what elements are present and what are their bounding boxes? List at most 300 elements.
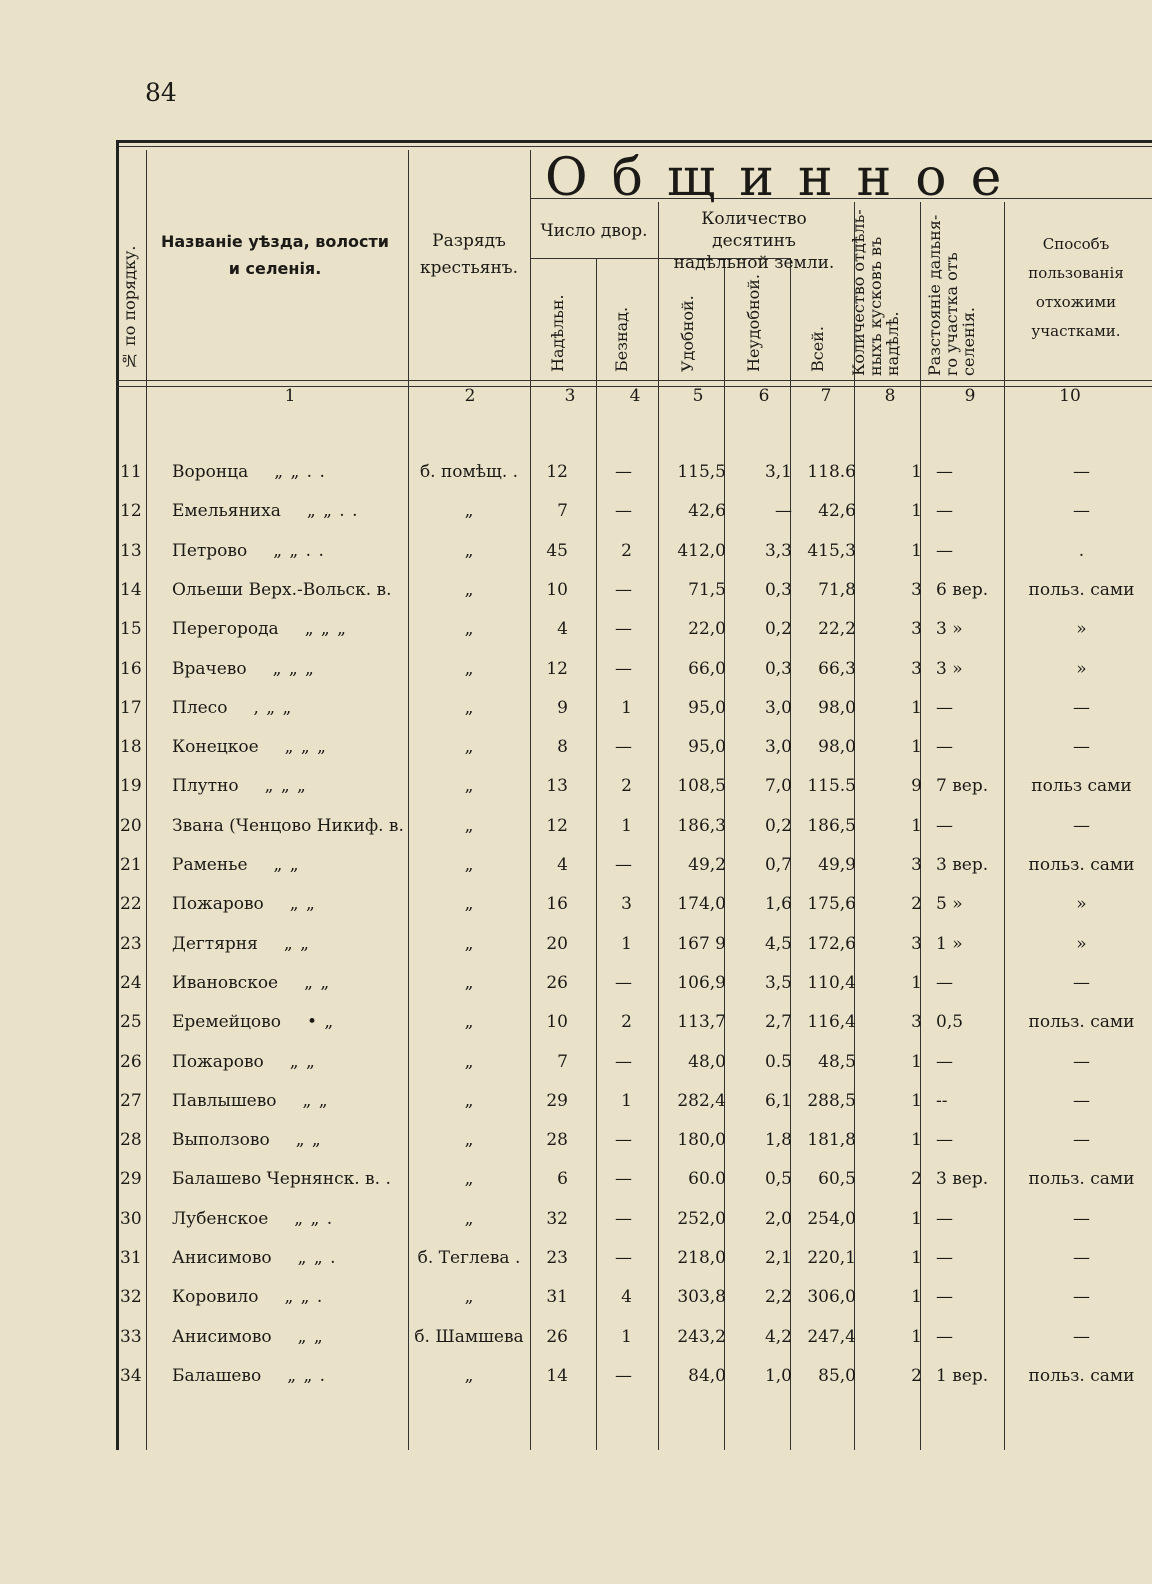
ditto-marks: „ „ . — [294, 1208, 334, 1229]
non-arable-land: 0.5 — [764, 1051, 792, 1072]
arable-land: 95,0 — [688, 697, 726, 718]
usage-method: — — [1073, 737, 1090, 758]
village-name-text: Лубенское — [172, 1208, 269, 1229]
distance: 5 » — [936, 894, 963, 915]
non-arable-land: 2,1 — [764, 1248, 792, 1268]
peasant-class: „ — [464, 933, 474, 954]
arable-land: 412,0 — [677, 540, 726, 561]
plots-count: 1 — [911, 1051, 922, 1072]
landless-yards: 2 — [621, 540, 632, 561]
group-header-land-line2: надѣльной земли. — [673, 253, 835, 273]
village-name-text: Воронца — [172, 462, 249, 482]
column-number-8: 8 — [884, 386, 896, 406]
table-row — [116, 934, 1152, 964]
ditto-marks: „ „ — [297, 1326, 324, 1347]
allotted-yards: 29 — [546, 1090, 568, 1111]
total-land: 254,0 — [807, 1208, 856, 1229]
usage-method: — — [1073, 1248, 1090, 1268]
arable-land: 22,0 — [688, 619, 726, 640]
landless-yards: — — [615, 1169, 632, 1190]
allotted-yards: 13 — [546, 776, 568, 797]
non-arable-land: 0,3 — [764, 658, 792, 679]
total-land: 116,4 — [807, 1012, 856, 1033]
ditto-marks: „ „ — [283, 933, 310, 954]
landless-yards: — — [615, 855, 632, 875]
landless-yards: — — [615, 972, 632, 993]
plots-count: 3 — [911, 855, 922, 875]
landless-yards: 1 — [621, 697, 632, 718]
col-header-total: Всей. — [808, 326, 827, 372]
col-header-name — [150, 228, 400, 282]
peasant-class: „ — [464, 619, 474, 640]
table-row — [116, 698, 1152, 728]
table-row — [116, 1130, 1152, 1160]
village-name — [172, 737, 327, 757]
village-name-text: Балашево — [172, 1365, 262, 1386]
landless-yards: — — [615, 1208, 632, 1229]
allotted-yards: 4 — [557, 619, 568, 640]
table-row — [116, 659, 1152, 689]
village-name — [172, 1327, 324, 1347]
allotted-yards: 31 — [546, 1287, 568, 1308]
plots-count: 9 — [911, 776, 922, 797]
arable-land: 303,8 — [677, 1287, 726, 1308]
distance: — — [936, 1051, 953, 1072]
ditto-marks: „ „ . . — [274, 462, 326, 482]
col-header-distance-line3: селенія. — [959, 306, 978, 376]
row-number: 12 — [120, 501, 142, 522]
ditto-marks: • „ — [306, 1012, 335, 1033]
total-land: 175,6 — [807, 894, 856, 915]
total-land: 247,4 — [807, 1326, 856, 1347]
village-name-text: Конецкое — [172, 737, 259, 758]
village-name-text: Анисимово — [172, 1326, 272, 1347]
ditto-marks: „ „ „ — [304, 619, 347, 640]
total-land: 98,0 — [818, 697, 856, 718]
village-name-text: Плесо — [172, 697, 228, 718]
village-name-text: Выползово — [172, 1130, 270, 1151]
peasant-class: „ — [464, 1208, 474, 1229]
peasant-class: „ — [464, 697, 474, 718]
allotted-yards: 45 — [546, 540, 568, 561]
group-header-yards: Число двор. — [540, 221, 648, 241]
col-header-arable: Удобной. — [678, 295, 697, 372]
landless-yards: 1 — [621, 1090, 632, 1111]
row-number: 33 — [120, 1326, 142, 1347]
table-row — [116, 462, 1152, 492]
arable-land: 180,0 — [677, 1130, 726, 1151]
plots-count: 1 — [911, 737, 922, 758]
non-arable-land: 2,2 — [764, 1287, 792, 1308]
village-name — [172, 1169, 417, 1189]
village-name — [172, 894, 316, 914]
allotted-yards: 26 — [546, 1326, 568, 1347]
peasant-class: „ — [464, 1169, 474, 1190]
plots-count: 3 — [911, 1012, 922, 1033]
usage-method: — — [1073, 1130, 1090, 1151]
peasant-class: „ — [464, 1090, 474, 1111]
row-number: 20 — [120, 815, 142, 836]
col-header-name-line1: Названіе уѣзда, волости — [160, 232, 390, 251]
peasant-class: „ — [464, 501, 474, 522]
total-land: 415,3 — [807, 540, 856, 561]
village-name-text: Пожарово — [172, 1051, 264, 1072]
non-arable-land: 1,6 — [764, 894, 792, 915]
allotted-yards: 7 — [557, 501, 568, 522]
plots-count: 3 — [911, 933, 922, 954]
village-name — [172, 580, 417, 600]
total-land: 71,8 — [818, 579, 856, 600]
village-name — [172, 934, 310, 954]
row-number: 25 — [120, 1012, 142, 1033]
row-number: 22 — [120, 894, 142, 915]
col-header-usage-line3: отхожими — [1035, 293, 1117, 311]
column-number-1: 1 — [284, 386, 296, 406]
arable-land: 108,5 — [677, 776, 726, 797]
table-row — [116, 541, 1152, 571]
landless-yards: — — [615, 462, 632, 482]
ditto-marks: „ „ — [302, 1090, 329, 1111]
distance: — — [936, 501, 953, 522]
landless-yards: — — [615, 501, 632, 522]
usage-method: польз. сами — [1028, 1169, 1135, 1190]
row-number: 24 — [120, 972, 142, 993]
row-number: 23 — [120, 933, 142, 954]
village-name — [172, 1366, 326, 1386]
allotted-yards: 4 — [557, 855, 568, 875]
village-name-text: Павлышево — [172, 1090, 277, 1111]
village-name — [172, 776, 307, 796]
peasant-class: „ — [464, 815, 474, 836]
distance: — — [936, 972, 953, 993]
village-name — [172, 659, 315, 679]
row-number: 32 — [120, 1287, 142, 1308]
plots-count: 1 — [911, 1248, 922, 1268]
landless-yards: 1 — [621, 815, 632, 836]
total-land: 22,2 — [818, 619, 856, 640]
page-number: 84 — [145, 78, 177, 107]
distance: -- — [936, 1090, 948, 1111]
landless-yards: — — [615, 619, 632, 640]
header-bottom-rule — [116, 380, 1152, 381]
non-arable-land: 0,5 — [764, 1169, 792, 1190]
allotted-yards: 16 — [546, 894, 568, 915]
landless-yards: — — [615, 1051, 632, 1072]
distance: — — [936, 1326, 953, 1347]
table-row — [116, 619, 1152, 649]
row-number: 27 — [120, 1090, 142, 1111]
usage-method: — — [1073, 501, 1090, 522]
usage-method: польз. сами — [1028, 855, 1135, 875]
total-land: 186,5 — [807, 815, 856, 836]
arable-land: 282,4 — [677, 1090, 726, 1111]
row-number: 30 — [120, 1208, 142, 1229]
allotted-yards: 9 — [557, 697, 568, 718]
landless-yards: 2 — [621, 1012, 632, 1033]
non-arable-land: 3,1 — [764, 462, 792, 482]
village-name-text: Раменье — [172, 855, 248, 875]
usage-method: — — [1073, 697, 1090, 718]
row-number: 29 — [120, 1169, 142, 1190]
total-land: 98,0 — [818, 737, 856, 758]
ditto-marks: , „ „ — [253, 697, 293, 718]
plots-count: 1 — [911, 540, 922, 561]
col-header-plots-line1: Количество отдѣль- — [849, 209, 868, 376]
arable-land: 167 9 — [677, 933, 726, 954]
table-row — [116, 894, 1152, 924]
distance: — — [936, 540, 953, 561]
row-number: 15 — [120, 619, 142, 640]
table-row — [116, 1366, 1152, 1396]
table-row — [116, 1287, 1152, 1317]
column-number-6: 6 — [758, 386, 770, 406]
ditto-marks: „ „ „ — [272, 658, 315, 679]
village-name — [172, 1130, 322, 1150]
table-row — [116, 1012, 1152, 1042]
ditto-marks: „ „ — [289, 894, 316, 915]
allotted-yards: 23 — [546, 1248, 568, 1268]
total-land: 288,5 — [807, 1090, 856, 1111]
arable-land: 115,5 — [677, 462, 726, 482]
ditto-marks: „ „ . . — [273, 540, 325, 561]
landless-yards: — — [615, 1248, 632, 1268]
village-name — [172, 541, 325, 561]
total-land: 110,4 — [807, 972, 856, 993]
allotted-yards: 6 — [557, 1169, 568, 1190]
ditto-marks: „ „ — [295, 1130, 322, 1151]
top-rule — [116, 140, 1152, 143]
non-arable-land: 0,3 — [764, 579, 792, 600]
allotted-yards: 26 — [546, 972, 568, 993]
peasant-class: „ — [464, 1365, 474, 1386]
non-arable-land: 0,2 — [764, 815, 792, 836]
village-name — [172, 462, 326, 482]
peasant-class: „ — [464, 1051, 474, 1072]
distance: 3 » — [936, 619, 963, 640]
table-row — [116, 855, 1152, 885]
column-number-3: 3 — [564, 386, 576, 406]
total-land: 42,6 — [818, 501, 856, 522]
arable-land: 42,6 — [688, 501, 726, 522]
peasant-class: „ — [464, 579, 474, 600]
col-header-distance — [926, 208, 977, 376]
plots-count: 1 — [911, 1326, 922, 1347]
allotted-yards: 20 — [546, 933, 568, 954]
village-name-text: Дегтярня — [172, 933, 258, 954]
col-header-plots-count — [850, 200, 901, 376]
usage-method: — — [1073, 1208, 1090, 1229]
total-land: 220,1 — [807, 1248, 856, 1268]
col-header-allotted: Надѣльн. — [548, 294, 567, 372]
landless-yards: — — [615, 1365, 632, 1386]
column-number-9: 9 — [964, 386, 976, 406]
village-name — [172, 1052, 316, 1072]
peasant-class: „ — [464, 1012, 474, 1033]
non-arable-land: 2,7 — [764, 1012, 792, 1033]
village-name-text: Звана (Ченцово Никиф. в. — [172, 815, 404, 836]
village-name-text: Анисимово — [172, 1248, 272, 1268]
non-arable-land: 0,2 — [764, 619, 792, 640]
usage-method: . — [1078, 540, 1085, 561]
allotted-yards: 8 — [557, 737, 568, 758]
col-header-landless: Безнад. — [612, 306, 631, 372]
village-name-text: Пожарово — [172, 894, 264, 915]
usage-method: польз. сами — [1028, 1012, 1135, 1033]
non-arable-land: 1,8 — [764, 1130, 792, 1151]
table-row — [116, 1248, 1152, 1278]
group-header-land-line1: Количество десятинъ — [701, 209, 807, 251]
plots-count: 1 — [911, 1130, 922, 1151]
village-name — [172, 1287, 323, 1307]
non-arable-land: 2,0 — [764, 1208, 792, 1229]
col-header-plots-line2: ныхъ кусковъ въ — [866, 236, 885, 376]
plots-count: 2 — [911, 1365, 922, 1386]
peasant-class: „ — [464, 1130, 474, 1151]
row-number: 26 — [120, 1051, 142, 1072]
non-arable-land: 4,5 — [764, 933, 792, 954]
ditto-marks: „ „ „ — [264, 776, 307, 797]
arable-land: 218,0 — [677, 1248, 726, 1268]
landless-yards: — — [615, 579, 632, 600]
allotted-yards: 28 — [546, 1130, 568, 1151]
distance: 3 » — [936, 658, 963, 679]
village-name-text: Емельяниха — [172, 501, 281, 522]
col-header-usage — [1008, 230, 1144, 346]
peasant-class: б. Шамшева — [414, 1326, 524, 1347]
column-number-7: 7 — [820, 386, 832, 406]
total-land: 48,5 — [818, 1051, 856, 1072]
row-number: 19 — [120, 776, 142, 797]
plots-count: 3 — [911, 619, 922, 640]
total-land: 66,3 — [818, 658, 856, 679]
peasant-class: „ — [464, 1287, 474, 1308]
distance: 1 » — [936, 933, 963, 954]
row-number: 18 — [120, 737, 142, 758]
peasant-class: „ — [464, 972, 474, 993]
peasant-class: „ — [464, 855, 474, 875]
arable-land: 186,3 — [677, 815, 726, 836]
arable-land: 60.0 — [688, 1169, 726, 1190]
village-name — [172, 1248, 336, 1268]
row-number: 28 — [120, 1130, 142, 1151]
col-header-usage-line2: пользованія — [1028, 264, 1124, 282]
top-rule-thin — [116, 146, 1152, 147]
plots-count: 1 — [911, 1287, 922, 1308]
village-name — [172, 1091, 329, 1111]
col-header-distance-line1: Разстояніе дальня- — [925, 214, 944, 376]
distance: — — [936, 697, 953, 718]
non-arable-land: 3,5 — [764, 972, 792, 993]
distance: 3 вер. — [936, 1169, 989, 1190]
col-header-usage-line4: участками. — [1031, 322, 1121, 340]
plots-count: 1 — [911, 462, 922, 482]
allotted-yards: 10 — [546, 1012, 568, 1033]
non-arable-land: 0,7 — [764, 855, 792, 875]
landless-yards: 1 — [621, 1326, 632, 1347]
distance: 1 вер. — [936, 1365, 989, 1386]
usage-method: — — [1073, 1051, 1090, 1072]
plots-count: 3 — [911, 658, 922, 679]
non-arable-land: 4,2 — [764, 1326, 792, 1347]
allotted-yards: 12 — [546, 658, 568, 679]
total-land: 115.5 — [807, 776, 856, 797]
arable-land: 48,0 — [688, 1051, 726, 1072]
allotted-yards: 12 — [546, 815, 568, 836]
usage-method: — — [1073, 1326, 1090, 1347]
distance: — — [936, 1208, 953, 1229]
non-arable-land: 1,0 — [764, 1365, 792, 1386]
ditto-marks: „ „ . — [297, 1248, 337, 1268]
village-name — [172, 855, 300, 875]
plots-count: 1 — [911, 815, 922, 836]
landless-yards: — — [615, 658, 632, 679]
arable-land: 66,0 — [688, 658, 726, 679]
distance: — — [936, 1248, 953, 1268]
col-header-order-no: № по порядку. — [120, 245, 139, 370]
distance: — — [936, 462, 953, 482]
usage-method: » — [1076, 894, 1087, 915]
ditto-marks: „ „ . . — [306, 501, 359, 522]
village-name-text: Ивановское — [172, 972, 279, 993]
row-number: 17 — [120, 697, 142, 718]
ditto-marks: „ „ „ — [284, 737, 327, 758]
usage-method: — — [1073, 1090, 1090, 1111]
table-row — [116, 816, 1152, 846]
total-land: 172,6 — [807, 933, 856, 954]
column-number-10: 10 — [1059, 386, 1081, 406]
row-number: 13 — [120, 540, 142, 561]
plots-count: 1 — [911, 697, 922, 718]
usage-method: — — [1073, 972, 1090, 993]
row-number: 14 — [120, 579, 142, 600]
table-row — [116, 776, 1152, 806]
column-number-5: 5 — [692, 386, 704, 406]
plots-count: 2 — [911, 894, 922, 915]
arable-land: 95,0 — [688, 737, 726, 758]
landless-yards: 4 — [621, 1287, 632, 1308]
peasant-class: „ — [464, 776, 474, 797]
plots-count: 1 — [911, 1090, 922, 1111]
non-arable-land: 3,3 — [764, 540, 792, 561]
total-land: 181,8 — [807, 1130, 856, 1151]
peasant-class: б. Теглева . — [417, 1248, 521, 1268]
village-name — [172, 501, 359, 521]
village-name-text: Петрово — [172, 540, 248, 561]
table-row — [116, 1209, 1152, 1239]
total-land: 85,0 — [818, 1365, 856, 1386]
row-number: 21 — [120, 855, 142, 875]
ditto-marks: „ „ — [304, 972, 331, 993]
ditto-marks: „ „ . — [284, 1287, 324, 1308]
table-row — [116, 1327, 1152, 1357]
village-name-text: Врачево — [172, 658, 247, 679]
village-name-text: Балашево Чернянск. в. . — [172, 1169, 391, 1190]
total-land: 118.6 — [807, 462, 856, 482]
arable-land: 252,0 — [677, 1208, 726, 1229]
plots-count: 1 — [911, 501, 922, 522]
arable-land: 106,9 — [677, 972, 726, 993]
allotted-yards: 14 — [546, 1365, 568, 1386]
distance: 0,5 — [936, 1012, 964, 1033]
distance: — — [936, 1130, 953, 1151]
distance: — — [936, 1287, 953, 1308]
arable-land: 174,0 — [677, 894, 726, 915]
col-header-non-arable: Неудобной. — [744, 274, 763, 372]
usage-method: польз. сами — [1028, 579, 1135, 600]
village-name-text: Плутно — [172, 776, 239, 797]
village-name — [172, 698, 292, 718]
peasant-class: „ — [464, 540, 474, 561]
